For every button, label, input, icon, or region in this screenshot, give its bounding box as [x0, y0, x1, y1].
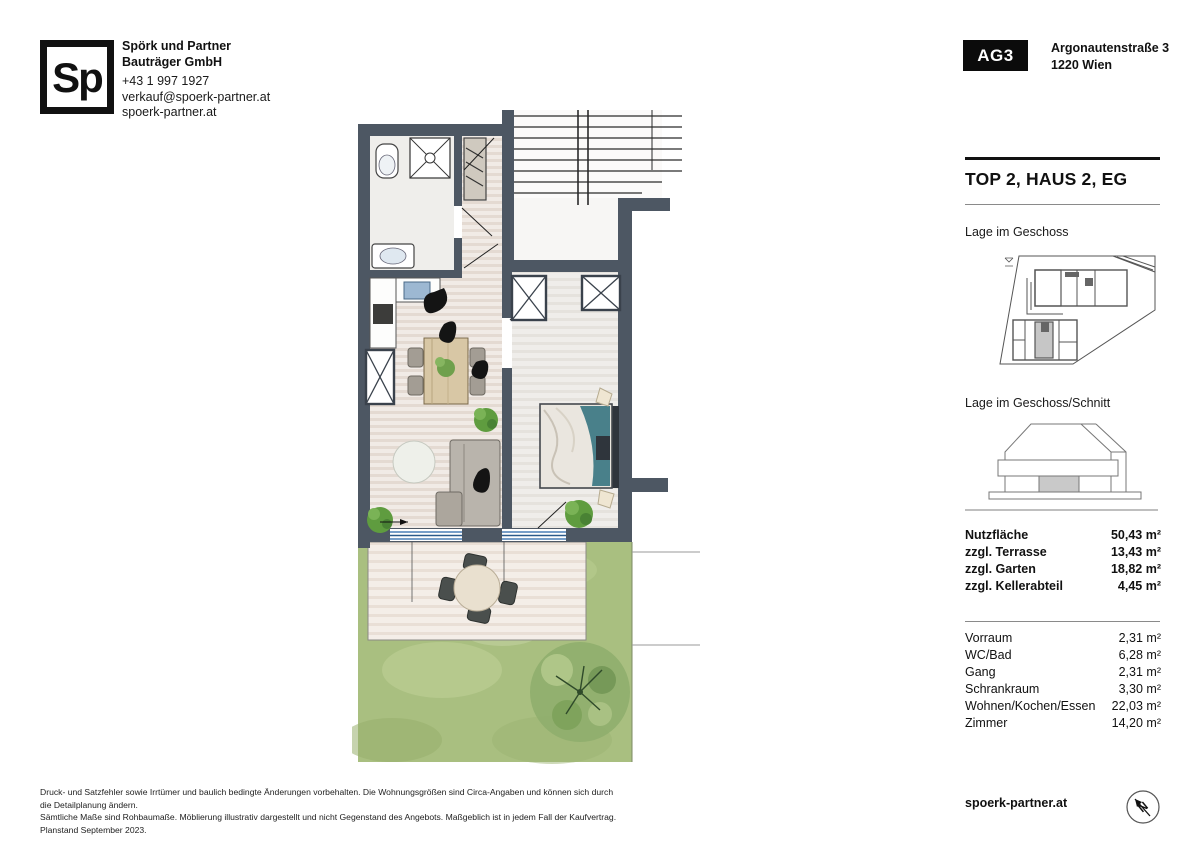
company-name — [122, 38, 231, 70]
address-line1: Argonautenstraße 3 — [1051, 41, 1170, 55]
table-row — [965, 561, 1161, 578]
project-address — [1051, 40, 1169, 74]
table-row — [965, 527, 1161, 544]
table-row — [965, 681, 1161, 698]
disclaimer — [40, 786, 625, 836]
title-rule-top — [965, 157, 1160, 160]
unit-title: TOP 2, HAUS 2, EG — [965, 169, 1128, 189]
room-value: 6,28 m² — [1118, 648, 1161, 662]
website-url: spoerk-partner.at — [122, 105, 217, 119]
disclaimer-line2: Sämtliche Maße sind Rohbaumaße. Möblierung illustrativ dargestellt und nicht Gegenstand des Angebots. Maßgeblich ist in jedem Fall der Kaufvertrag. Planstand September 2023. — [40, 812, 617, 835]
area-value: 18,82 m² — [1110, 562, 1161, 576]
room-label: Zimmer — [965, 716, 1008, 730]
area-label: Nutzfläche — [965, 528, 1029, 542]
highlighted-level — [1039, 476, 1079, 492]
room-label: WC/Bad — [965, 648, 1012, 662]
compass-letter: N — [1135, 798, 1151, 816]
table-row — [965, 664, 1161, 681]
room-label: Wohnen/Kochen/Essen — [965, 699, 1096, 713]
room-label: Schrankraum — [965, 682, 1040, 696]
rooms-rule — [965, 621, 1160, 622]
area-summary-table — [965, 527, 1161, 595]
floor-plan-drawing — [352, 110, 702, 765]
room-label: Gang — [965, 665, 996, 679]
area-label: zzgl. Terrasse — [965, 545, 1047, 559]
site-plan-thumbnail — [973, 248, 1158, 372]
title-rule-bottom — [965, 204, 1160, 205]
area-label: zzgl. Garten — [965, 562, 1036, 576]
area-value: 4,45 m² — [1117, 579, 1161, 593]
table-row — [965, 647, 1161, 664]
staircase — [502, 110, 682, 205]
room-value: 14,20 m² — [1111, 716, 1161, 730]
phone-number: +43 1 997 1927 — [122, 74, 210, 88]
room-value: 2,31 m² — [1118, 631, 1161, 645]
room-value: 3,30 m² — [1118, 682, 1161, 696]
table-row — [965, 544, 1161, 561]
wardrobe — [464, 138, 486, 200]
project-code-badge — [963, 40, 1028, 71]
tree — [530, 642, 630, 742]
table-row — [965, 578, 1161, 595]
disclaimer-line1: Druck- und Satzfehler sowie Irrtümer und baulich bedingte Änderungen vorbehalten. Die Wohnungsgrößen sind Circa-Angaben und können sich durch die Detailplanung ändern. — [40, 787, 614, 810]
room-value: 2,31 m² — [1118, 665, 1161, 679]
table-row — [965, 698, 1161, 715]
project-code: AG3 — [977, 45, 1014, 65]
table-row — [965, 630, 1161, 647]
room-list-table — [965, 630, 1161, 732]
company-line1: Spörk und Partner — [122, 39, 232, 53]
area-value: 13,43 m² — [1110, 545, 1161, 559]
section-label: Lage im Geschoss/Schnitt — [965, 396, 1111, 410]
footer-website: spoerk-partner.at — [965, 796, 1068, 810]
contact-block — [122, 74, 270, 121]
sp-logo — [40, 40, 114, 114]
area-label: zzgl. Kellerabteil — [965, 579, 1063, 593]
room-value: 22,03 m² — [1111, 699, 1161, 713]
room-label: Vorraum — [965, 631, 1013, 645]
sp-logo-text: Sp — [52, 54, 102, 101]
north-compass-icon — [1122, 786, 1164, 828]
section-thumbnail — [963, 412, 1160, 514]
stair-landing-floor — [514, 198, 618, 262]
address-line2: 1220 Wien — [1051, 58, 1113, 72]
table-row — [965, 715, 1161, 732]
company-line2: Bauträger GmbH — [122, 55, 223, 69]
location-label: Lage im Geschoss — [965, 225, 1069, 239]
email-address: verkauf@spoerk-partner.at — [122, 89, 271, 104]
area-value: 50,43 m² — [1110, 528, 1161, 542]
